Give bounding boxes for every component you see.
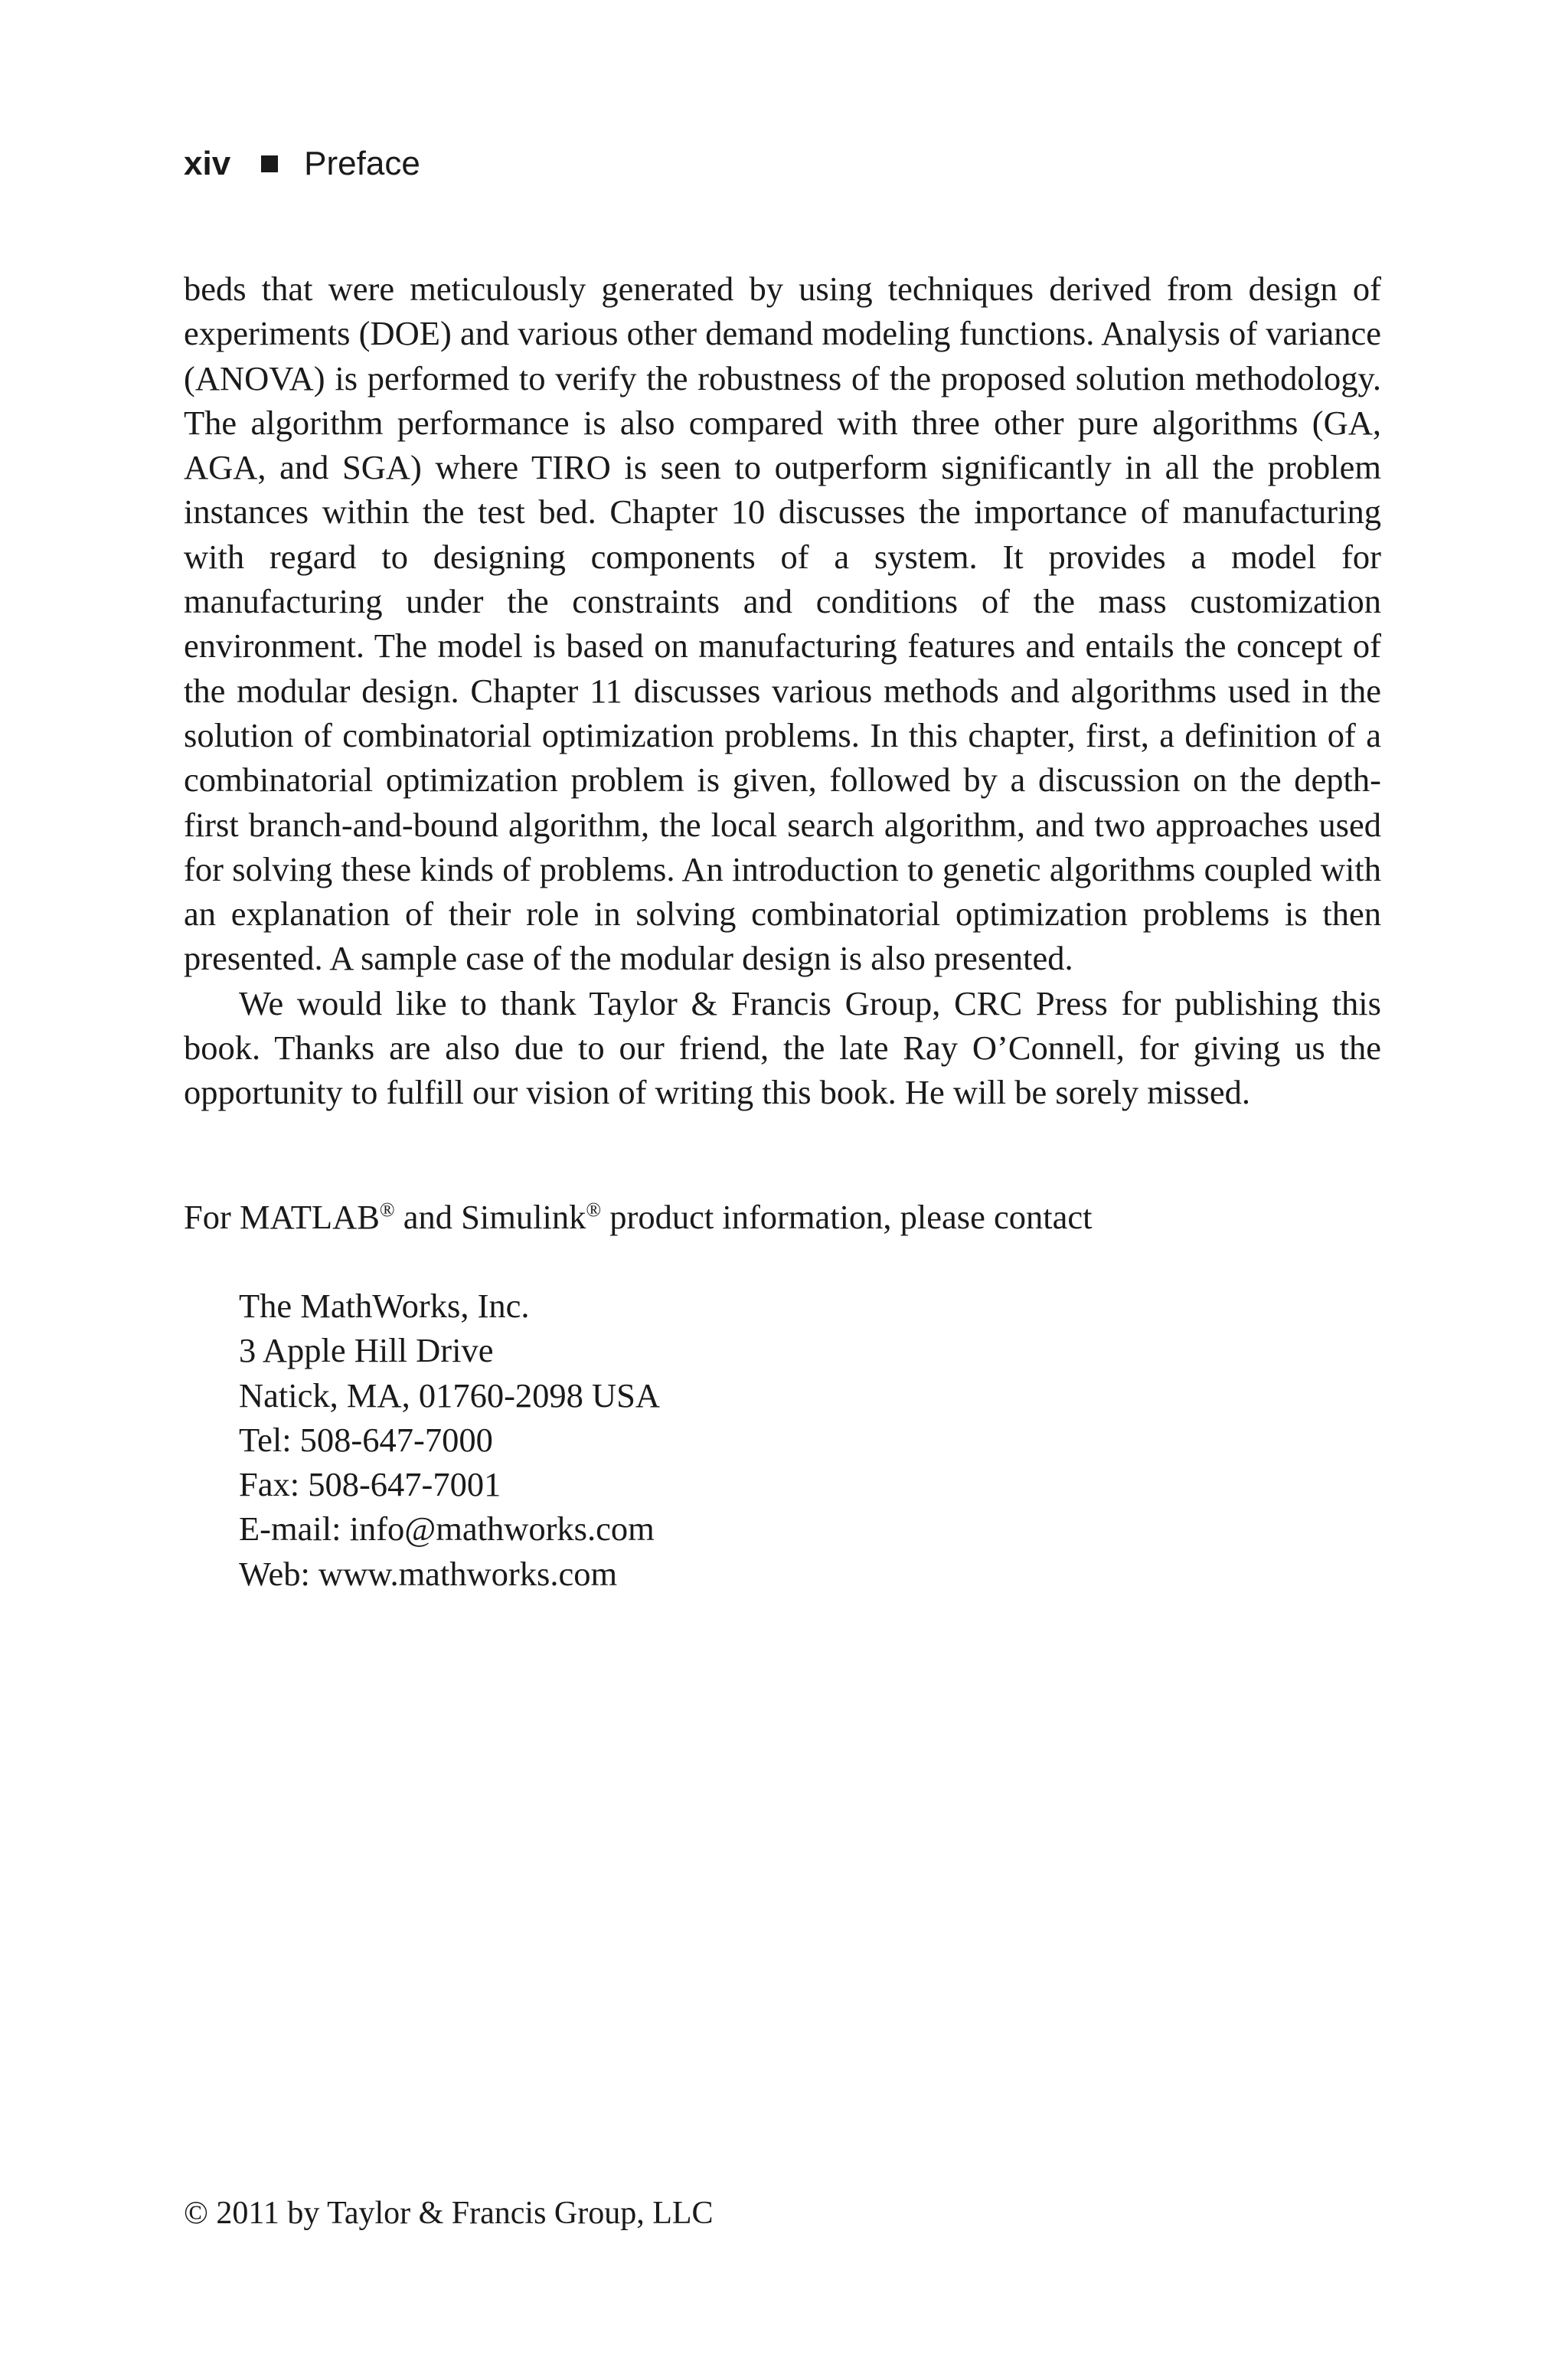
page-number: xiv (184, 145, 231, 182)
contact-intro-text: product information, please contact (601, 1198, 1093, 1236)
running-head (184, 142, 420, 185)
paragraph: beds that were meticulously generated by using techniques derived from design of experiments (DOE) and various other demand modeling functions. Analysis of variance (ANOVA) is performed to verify the robustness of the proposed solution methodology. The algorithm performance is also compared with three other pure algorithms (GA, AGA, and SGA) where TIRO is seen to outperform significantly in all the problem instances within the test bed. Chapter 10 discusses the importance of manufacturing with regard to designing components of a system. It provides a model for manufacturing under the constraints and conditions of the mass customization environment. The model is based on manufacturing features and entails the concept of the modular design. Chapter 11 discusses various methods and algorithms used in the solution of combinatorial optimization problems. In this chapter, first, a definition of a combinatorial optimization problem is given, followed by a discussion on the depth-first branch-and-bound algorithm, the local search algorithm, and two approaches used for solving these kinds of problems. An introduction to genetic algorithms coupled with an explanation of their role in solving combinatorial optimization problems is then presented. A sample case of the modular design is also presented. (184, 270, 1381, 978)
registered-mark: ® (586, 1199, 602, 1221)
copyright-notice: © 2011 by Taylor & Francis Group, LLC (184, 2196, 714, 2231)
address-fax: Fax: 508-647-7001 (239, 1465, 501, 1504)
registered-mark: ® (379, 1199, 395, 1221)
contact-intro (184, 1195, 1092, 1239)
section-title: Preface (304, 145, 420, 182)
square-bullet-icon (261, 155, 278, 172)
address-street: 3 Apple Hill Drive (239, 1331, 494, 1370)
address-company: The MathWorks, Inc. (239, 1287, 530, 1325)
contact-intro-text: and Simulink (394, 1198, 586, 1236)
contact-intro-text: For MATLAB (184, 1198, 380, 1236)
mathworks-address (239, 1284, 660, 1596)
address-city: Natick, MA, 01760-2098 USA (239, 1375, 661, 1415)
address-tel: Tel: 508-647-7000 (239, 1420, 493, 1459)
body-text (184, 267, 1381, 1115)
address-email: E-mail: info@mathworks.com (239, 1509, 655, 1549)
address-web: Web: www.mathworks.com (239, 1554, 618, 1593)
paragraph: We would like to thank Taylor & Francis Group, CRC Press for publishing this book. Thanks are also due to our friend, the late Ray O’Connell, for giving us the opportunity to fulfill our vision of writing this book. He will be sorely missed. (184, 983, 1381, 1112)
